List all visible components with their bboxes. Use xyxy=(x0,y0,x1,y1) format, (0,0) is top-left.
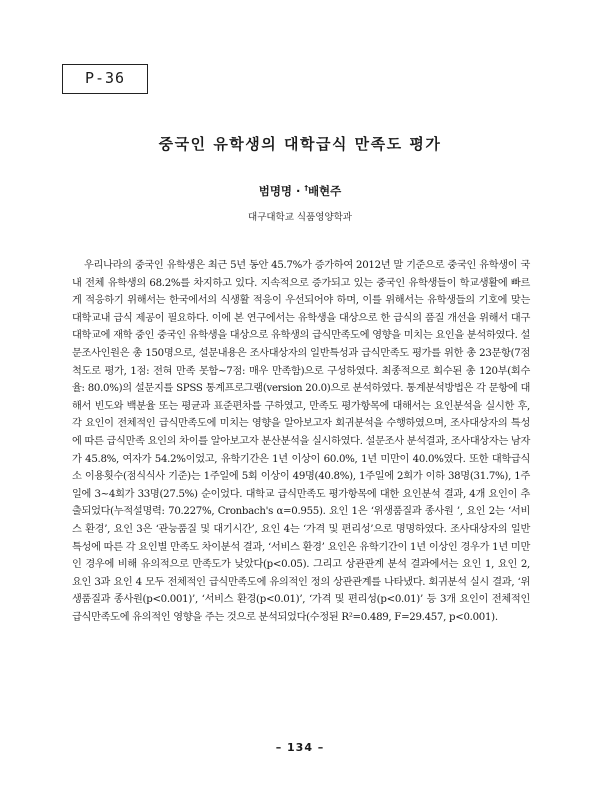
author-second: 배현주 xyxy=(307,184,342,198)
author-separator: · xyxy=(292,184,305,198)
corresponding-dagger-icon: † xyxy=(304,184,308,192)
author-first: 범명명 xyxy=(258,184,293,198)
abstract-body: 우리나라의 중국인 유학생은 최근 5년 동안 45.7%가 증가하여 2012년 말 기준으로 중국인 유학생이 국내 전체 유학생의 68.2%를 차지하고 있다. 지속적으로 증가되고 있는 중국인 유학생들이 학교생활에 빠르게 적응하기 위해서는 한국에서의 식생활 적응이 우선되어야 하며, 이를 위해서는 유학생들의 기호에 맞는 대학교내 급식 제공이 필요하다. 이에 본 연구에서는 유학생을 대상으로 한 급식의 품질 개선을 위해서 대구대학교에 재학 중인 중국인 유학생을 대상으로 유학생의 급식만족도에 영향을 미치는 요인을 분석하였다. 설문조사인원은 총 150명으로, 설문내용은 조사대상자의 일반특성과 급식만족도 평가를 위한 총 23문항(7점 척도로 평가, 1점: 전혀 만족 못함~7점: 매우 만족함)으로 구성하였다. 최종적으로 회수된 총 120부(회수율: 80.0%)의 설문지를 SPSS 통계프로그램(version 20.0)으로 분석하였다. 통계분석방법은 각 문항에 대해서 빈도와 백분율 또는 평균과 표준편차를 구하였고, 만족도 평가항목에 대해서는 요인분석을 실시한 후, 각 요인이 전체적인 급식만족도에 미치는 영향을 알아보고자 회귀분석을 수행하였으며, 조사대상자의 특성에 따른 급식만족 요인의 차이를 알아보고자 분산분석을 실시하였다. 설문조사 분석결과, 조사대상자는 남자가 45.8%, 여자가 54.2%이었고, 유학기간은 1년 이상이 60.0%, 1년 미만이 40.0%였다. 또한 대학급식소 이용횟수(점식식사 기준)는 1주일에 5회 이상이 49명(40.8%), 1주일에 2회가 이하 38명(31.7%), 1주일에 3~4회가 33명(27.5%) 순이었다. 대학교 급식만족도 평가항목에 대한 요인분석 결과, 4개 요인이 추출되었다(누적설명력: 70.227%, Cronbach's α=0.955). 요인 1은 ‘위생품질과 종사원 ’, 요인 2는 ‘서비스 환경’, 요인 3은 ‘관능품질 및 대기시간’, 요인 4는 ‘가격 및 편리성’으로 명명하였다. 조사대상자의 일반특성에 따른 각 요인별 만족도 차이분석 결과, ‘서비스 환경’ 요인은 유학기간이 1년 이상인 경우가 1년 미만인 경우에 비해 유의적으로 만족도가 낮았다(p<0.05). 그리고 상관관계 분석 결과에서는 요인 1, 요인 2, 요인 3과 요인 4 모두 전체적인 급식만족도에 유의적인 정의 상관관계를 나타냈다. 회귀분석 실시 결과, ‘위생품질과 종사원(p<0.001)’, ‘서비스 환경(p<0.01)’, ‘가격 및 편리성(p<0.01)’ 등 3개 요인이 전체적인 급식만족도에 유의적인 영향을 주는 것으로 분석되었다(수정된 R²=0.489, F=29.457, p<0.001). xyxy=(72,260,531,623)
author-line xyxy=(0,183,600,199)
paper-title: 중국인 유학생의 대학급식 만족도 평가 xyxy=(158,135,442,153)
abstract-code-box: P-36 xyxy=(62,64,148,94)
affiliation: 대구대학교 식품영양학과 xyxy=(248,212,352,223)
page-number: – 134 – xyxy=(275,741,325,754)
